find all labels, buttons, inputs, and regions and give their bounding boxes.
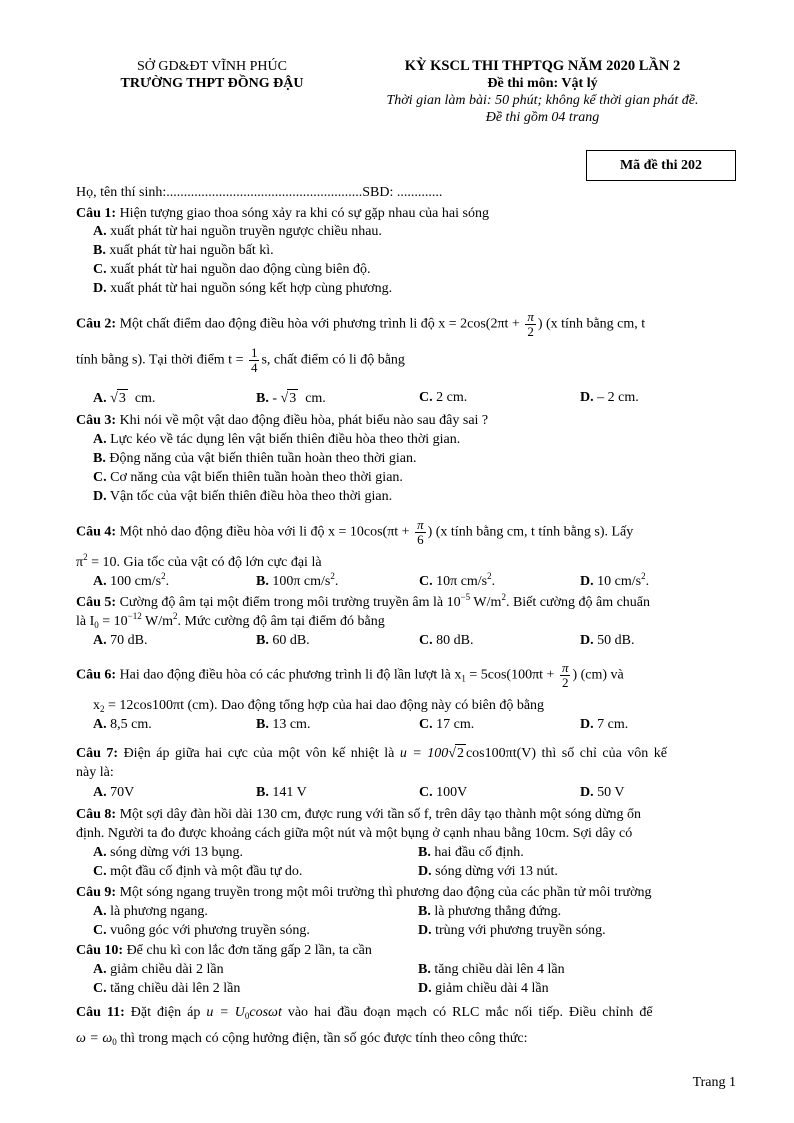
q9-option-c: C. vuông góc với phương truyền sóng. [93, 923, 310, 938]
q1-option-a: A. xuất phát từ hai nguồn truyền ngược chiều nhau. [93, 224, 382, 239]
q1-option-c: C. xuất phát từ hai nguồn dao động cùng biên độ. [93, 262, 371, 277]
question-4-cont: $\pi^2 = 10$. Gia tốc của vật có độ lớn cực đại là [76, 552, 322, 570]
q2-option-a: A. √3 cm. [93, 391, 156, 406]
q10-option-a: A. giảm chiều dài 2 lần [93, 962, 224, 977]
department-name: SỞ GD&ĐT VĨNH PHÚC [136, 59, 287, 74]
question-5-cont: là $I_0 = 10^{-12}$ $W/m^2$. Mức cường độ âm tại điểm đó bằng [76, 611, 385, 630]
q6-option-d: D. 7 cm. [580, 717, 629, 732]
q4-option-a: A. 100 $cm/s^2$. [93, 571, 170, 589]
question-7-cont: này là: [76, 765, 114, 780]
q5-option-c: C. 80 dB. [419, 633, 474, 648]
exam-code-box: Mã đề thi 202 [586, 150, 736, 181]
question-11: Câu 11: Đặt điện áp $u = U_0\cos\omega t$ vào hai đầu đoạn mạch có RLC mắc nối tiếp. Điều chỉnh để [76, 1005, 653, 1021]
q1-option-b: B. xuất phát từ hai nguồn bất kì. [93, 243, 274, 258]
q4-option-b: B. 100π $cm/s^2$. [256, 571, 339, 589]
q4-option-d: D. 10 $cm/s^2$. [580, 571, 650, 589]
q3-option-a: A. Lực kéo về tác dụng lên vật biến thiên điều hòa theo thời gian. [93, 432, 461, 447]
q7-option-a: A. 70V [93, 785, 135, 800]
fraction: $\frac{\pi}{2}$ [527, 309, 534, 339]
question-number: Câu 1: [76, 206, 117, 221]
question-4: Câu 4: Một nhỏ dao động điều hòa với li độ x = 10cos(πt + $\frac{\pi}{6}$ ) (x tính bằng cm, t tính bằng s). Lấy [76, 517, 634, 547]
q5-option-a: A. 70 dB. [93, 633, 148, 648]
q10-option-c: C. tăng chiều dài lên 2 lần [93, 981, 241, 996]
q7-option-d: D. 50 V [580, 785, 625, 800]
question-6-cont: $x_2 = 12\cos 100\pi t$ (cm). Dao động tổng hợp của hai dao động này có biên độ bằng [93, 698, 545, 714]
question-2: Câu 2: Một chất điểm dao động điều hòa với phương trình li độ x = 2cos(2πt + $\frac{\pi}{2}$ ) (x tính bằng cm, t [76, 309, 646, 339]
q3-option-b: B. Động năng của vật biến thiên tuần hoàn theo thời gian. [93, 451, 417, 466]
q7-option-b: B. 141 V [256, 785, 307, 800]
q9-option-a: A. là phương ngang. [93, 904, 208, 919]
q5-option-b: B. 60 dB. [256, 633, 310, 648]
exam-title: KỲ KSCL THI THPTQG NĂM 2020 LẦN 2 [404, 58, 681, 74]
q2-option-d: D. – 2 cm. [580, 390, 639, 405]
q1-option-d: D. xuất phát từ hai nguồn sóng kết hợp cùng phương. [93, 281, 393, 296]
q8-option-c: C. một đầu cố định và một đầu tự do. [93, 864, 303, 879]
q2-option-b: B. - √3 cm. [256, 391, 326, 406]
q6-option-b: B. 13 cm. [256, 717, 311, 732]
q8-option-d: D. sóng dừng với 13 nút. [418, 864, 558, 879]
q3-option-c: C. Cơ năng của vật biến thiên tuần hoàn theo thời gian. [93, 470, 403, 485]
question-7: Câu 7: Điện áp giữa hai cực của một vôn kế nhiệt là u = 100√2 cos100πt(V) thì số chỉ của vôn kế [76, 746, 668, 761]
q5-option-d: D. 50 dB. [580, 633, 635, 648]
question-8-cont: định. Người ta đo được khoảng cách giữa một nút và một bụng ở cạnh nhau bằng 10cm. Sợi dây có [76, 826, 633, 841]
q9-option-d: D. trùng với phương truyền sóng. [418, 923, 606, 938]
question-8: Câu 8: Một sợi dây đàn hồi dài 130 cm, được rung với tần số f, trên dây tạo thành một sóng dừng ổn [76, 807, 642, 822]
exam-pages: Đề thi gồm 04 trang [485, 110, 600, 125]
fraction: $\frac{\pi}{2}$ [561, 660, 569, 690]
q9-option-b: B. là phương thẳng đứng. [418, 904, 562, 919]
student-info: Họ, tên thí sinh:........................................................SBD: ............. [76, 185, 443, 200]
header-left [92, 58, 332, 92]
q8-option-b: B. hai đầu cố định. [418, 845, 524, 860]
exam-subject: Đề thi môn: Vật lý [487, 76, 598, 91]
question-text: Hiện tượng giao thoa sóng xảy ra khi có sự gặp nhau của hai sóng [116, 206, 489, 221]
q10-option-d: D. giảm chiều dài 4 lần [418, 981, 549, 996]
q6-option-c: C. 17 cm. [419, 717, 475, 732]
q3-option-d: D. Vận tốc của vật biến thiên điều hòa theo thời gian. [93, 489, 393, 504]
question-11-cont: $\omega = \omega_0$ thì trong mạch có cộng hưởng điện, tần số góc được tính theo công thức: [76, 1031, 528, 1047]
q10-option-b: B. tăng chiều dài lên 4 lần [418, 962, 565, 977]
q6-option-a: A. 8,5 cm. [93, 717, 152, 732]
question-9: Câu 9: Một sóng ngang truyền trong một môi trường thì phương dao động của các phần tử môi trường [76, 885, 652, 900]
question-5: Câu 5: Cường độ âm tại một điểm trong môi trường truyền âm là $10^{-5}$ $W/m^2$. Biết cường độ âm chuẩn [76, 592, 651, 610]
q4-option-c: C. 10π $cm/s^2$. [419, 571, 496, 589]
question-10: Câu 10: Để chu kì con lắc đơn tăng gấp 2 lần, ta cần [76, 943, 372, 958]
school-name: TRƯỜNG THPT ĐỒNG ĐẬU [120, 76, 304, 91]
q8-option-a: A. sóng dừng với 13 bụng. [93, 845, 243, 860]
q2-option-c: C. 2 cm. [419, 390, 468, 405]
question-1 [76, 205, 489, 222]
fraction: $\frac{\pi}{6}$ [417, 517, 424, 547]
question-6: Câu 6: Hai dao động điều hòa có các phương trình li độ lần lượt là $x_1 = 5\cos(100\pi t$ + $\frac{\pi}{2}$ ) (cm) và [76, 660, 624, 690]
fraction: $\frac{1}{4}$ [250, 345, 258, 375]
question-3: Câu 3: Khi nói về một vật dao động điều hòa, phát biểu nào sau đây sai ? [76, 413, 489, 428]
q7-option-c: C. 100V [419, 785, 468, 800]
question-2-cont: tính bằng s). Tại thời điểm t = $\frac{1}{4}$ s, chất điểm có li độ bằng [76, 345, 405, 375]
header-right [345, 58, 740, 126]
page-number: Trang 1 [692, 1075, 736, 1090]
exam-time: Thời gian làm bài: 50 phút; không kể thời gian phát đề. [386, 93, 699, 108]
